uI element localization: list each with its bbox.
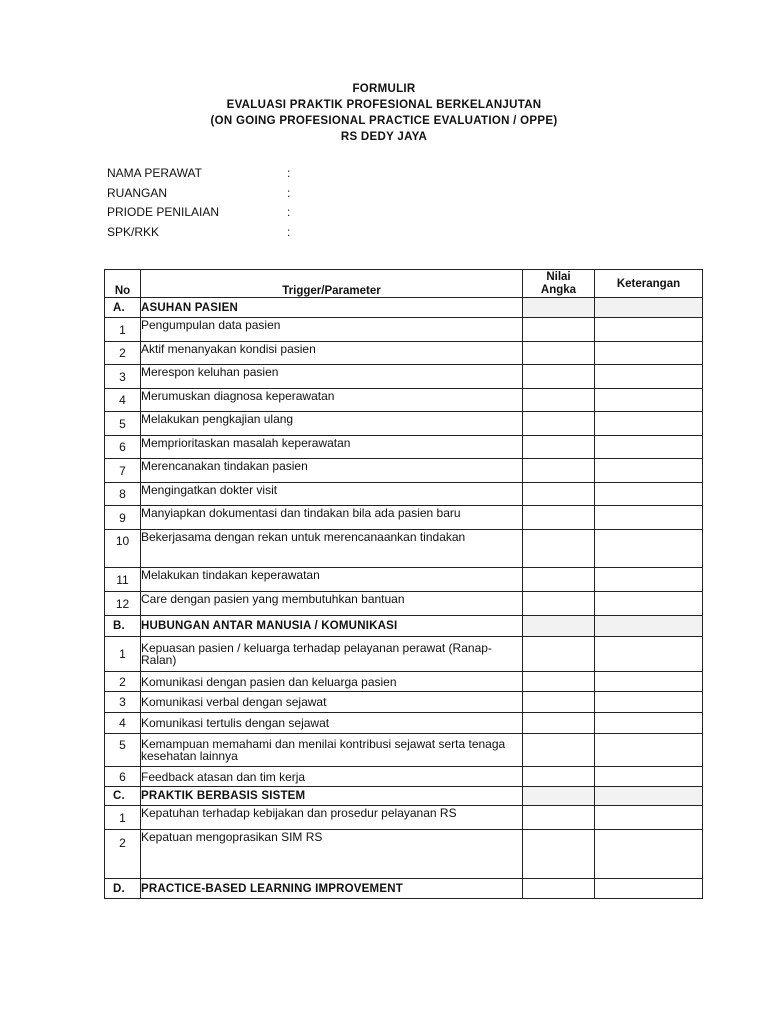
section-row-d (105, 879, 703, 899)
keterangan-input-cell[interactable] (595, 436, 703, 459)
nurse-name-field (107, 165, 407, 185)
keterangan-cell (595, 787, 703, 806)
table-row (105, 692, 703, 713)
table-row (105, 389, 703, 412)
table-row (105, 530, 703, 568)
nilai-input-cell[interactable] (523, 365, 595, 389)
keterangan-input-cell[interactable] (595, 530, 703, 568)
section-code: D. (105, 879, 141, 899)
keterangan-input-cell[interactable] (595, 830, 703, 879)
row-number: 2 (105, 830, 141, 879)
keterangan-input-cell[interactable] (595, 806, 703, 830)
table-row (105, 637, 703, 672)
keterangan-input-cell[interactable] (595, 483, 703, 506)
room-field (107, 185, 407, 205)
header-nilai-line1: Nilai (546, 270, 571, 283)
hospital-name: RS DEDY JAYA (340, 131, 428, 143)
form-subtitle: EVALUASI PRAKTIK PROFESIONAL BERKELANJUTAN (226, 99, 542, 111)
row-parameter: Komunikasi tertulis dengan sejawat (141, 713, 523, 734)
row-number: 2 (105, 672, 141, 692)
evaluation-table (104, 269, 703, 899)
row-parameter: Mengingatkan dokter visit (141, 483, 523, 506)
field-label: SPK/RKK (107, 224, 160, 239)
form-subtitle-english: (ON GOING PROFESIONAL PRACTICE EVALUATION / OPPE) (210, 115, 558, 127)
row-parameter: Kepatuhan terhadap kebijakan dan prosedur pelayanan RS (141, 806, 523, 830)
keterangan-input-cell[interactable] (595, 592, 703, 616)
keterangan-input-cell[interactable] (595, 459, 703, 483)
row-parameter: Komunikasi verbal dengan sejawat (141, 692, 523, 713)
row-number: 1 (105, 637, 141, 672)
keterangan-input-cell[interactable] (595, 342, 703, 365)
section-title: ASUHAN PASIEN (141, 298, 523, 318)
keterangan-cell (595, 616, 703, 637)
nilai-input-cell[interactable] (523, 637, 595, 672)
table-row (105, 672, 703, 692)
nilai-input-cell[interactable] (523, 830, 595, 879)
table-row (105, 412, 703, 436)
form-title: FORMULIR (352, 83, 416, 95)
row-parameter: Melakukan pengkajian ulang (141, 412, 523, 436)
identity-fields (107, 165, 407, 243)
row-number: 10 (105, 530, 141, 568)
row-number: 4 (105, 389, 141, 412)
row-number: 11 (105, 568, 141, 592)
section-code: A. (105, 298, 141, 318)
nilai-cell (523, 298, 595, 318)
keterangan-input-cell[interactable] (595, 637, 703, 672)
nilai-input-cell[interactable] (523, 412, 595, 436)
spk-rkk-field (107, 224, 407, 244)
header-keterangan: Keterangan (595, 270, 703, 298)
row-number: 7 (105, 459, 141, 483)
nilai-input-cell[interactable] (523, 506, 595, 530)
nilai-input-cell[interactable] (523, 767, 595, 787)
section-title: PRAKTIK BERBASIS SISTEM (141, 787, 523, 806)
section-row-a (105, 298, 703, 318)
nilai-input-cell[interactable] (523, 692, 595, 713)
row-parameter: Care dengan pasien yang membutuhkan bantuan (141, 592, 523, 616)
nilai-input-cell[interactable] (523, 389, 595, 412)
row-number: 3 (105, 365, 141, 389)
row-parameter: Memprioritaskan masalah keperawatan (141, 436, 523, 459)
field-label: PRIODE PENILAIAN (107, 205, 220, 219)
keterangan-input-cell[interactable] (595, 389, 703, 412)
keterangan-input-cell[interactable] (595, 734, 703, 767)
nilai-input-cell[interactable] (523, 483, 595, 506)
row-parameter: Kemampuan memahami dan menilai kontribusi sejawat serta tenaga kesehatan lainnya (141, 734, 523, 767)
table-row (105, 459, 703, 483)
field-colon: : (287, 166, 291, 180)
keterangan-input-cell[interactable] (595, 692, 703, 713)
row-parameter: Merumuskan diagnosa keperawatan (141, 389, 523, 412)
keterangan-cell (595, 298, 703, 318)
row-number: 1 (105, 806, 141, 830)
row-parameter: Manyiapkan dokumentasi dan tindakan bila ada pasien baru (141, 506, 523, 530)
nilai-cell (523, 787, 595, 806)
row-number: 5 (105, 734, 141, 767)
nilai-cell (523, 879, 595, 899)
row-parameter: Merencanakan tindakan pasien (141, 459, 523, 483)
nilai-input-cell[interactable] (523, 436, 595, 459)
row-number: 9 (105, 506, 141, 530)
nilai-input-cell[interactable] (523, 672, 595, 692)
field-label: NAMA PERAWAT (107, 166, 202, 180)
table-row (105, 568, 703, 592)
row-parameter: Bekerjasama dengan rekan untuk merencanaankan tindakan (141, 530, 523, 568)
header-nilai-line2: Angka (540, 283, 577, 296)
nilai-input-cell[interactable] (523, 318, 595, 342)
nilai-input-cell[interactable] (523, 342, 595, 365)
keterangan-cell (595, 879, 703, 899)
row-parameter: Merespon keluhan pasien (141, 365, 523, 389)
nilai-input-cell[interactable] (523, 734, 595, 767)
table-row (105, 318, 703, 342)
keterangan-input-cell[interactable] (595, 767, 703, 787)
table-row (105, 734, 703, 767)
row-number: 1 (105, 318, 141, 342)
keterangan-input-cell[interactable] (595, 365, 703, 389)
table-row (105, 365, 703, 389)
row-parameter: Feedback atasan dan tim kerja (141, 767, 523, 787)
nilai-input-cell[interactable] (523, 592, 595, 616)
form-header (0, 81, 768, 145)
field-label: RUANGAN (107, 185, 168, 200)
keterangan-input-cell[interactable] (595, 568, 703, 592)
keterangan-input-cell[interactable] (595, 506, 703, 530)
section-code: B. (105, 616, 141, 637)
row-number: 6 (105, 436, 141, 459)
table-row (105, 436, 703, 459)
keterangan-input-cell[interactable] (595, 713, 703, 734)
keterangan-input-cell[interactable] (595, 412, 703, 436)
row-parameter: Komunikasi dengan pasien dan keluarga pasien (141, 672, 523, 692)
table-row (105, 806, 703, 830)
nilai-cell (523, 616, 595, 637)
row-number: 5 (105, 412, 141, 436)
assessment-period-field (107, 204, 407, 224)
table-row (105, 713, 703, 734)
row-number: 3 (105, 692, 141, 713)
header-no: No (105, 270, 141, 298)
section-code: C. (105, 787, 141, 806)
table-header-row (105, 270, 703, 298)
table-row (105, 830, 703, 879)
table-row (105, 592, 703, 616)
row-number: 4 (105, 713, 141, 734)
nilai-input-cell[interactable] (523, 713, 595, 734)
section-title: PRACTICE-BASED LEARNING IMPROVEMENT (141, 879, 523, 899)
table-row (105, 767, 703, 787)
nilai-input-cell[interactable] (523, 806, 595, 830)
field-colon: : (287, 224, 291, 239)
keterangan-input-cell[interactable] (595, 318, 703, 342)
row-number: 12 (105, 592, 141, 616)
section-row-b (105, 616, 703, 637)
field-colon: : (287, 205, 291, 219)
table-row (105, 483, 703, 506)
keterangan-input-cell[interactable] (595, 672, 703, 692)
header-nilai-angka (523, 270, 595, 298)
row-parameter: Aktif menanyakan kondisi pasien (141, 342, 523, 365)
section-title: HUBUNGAN ANTAR MANUSIA / KOMUNIKASI (141, 616, 523, 637)
row-parameter: Melakukan tindakan keperawatan (141, 568, 523, 592)
row-parameter: Pengumpulan data pasien (141, 318, 523, 342)
section-row-c (105, 787, 703, 806)
row-number: 8 (105, 483, 141, 506)
nilai-input-cell[interactable] (523, 530, 595, 568)
row-number: 2 (105, 342, 141, 365)
nilai-input-cell[interactable] (523, 459, 595, 483)
row-parameter: Kepatuan mengoprasikan SIM RS (141, 830, 523, 879)
nilai-input-cell[interactable] (523, 568, 595, 592)
row-parameter: Kepuasan pasien / keluarga terhadap pelayanan perawat (Ranap-Ralan) (141, 637, 523, 672)
table-row (105, 342, 703, 365)
field-colon: : (287, 185, 291, 200)
header-trigger-parameter: Trigger/Parameter (141, 270, 523, 298)
row-number: 6 (105, 767, 141, 787)
table-row (105, 506, 703, 530)
